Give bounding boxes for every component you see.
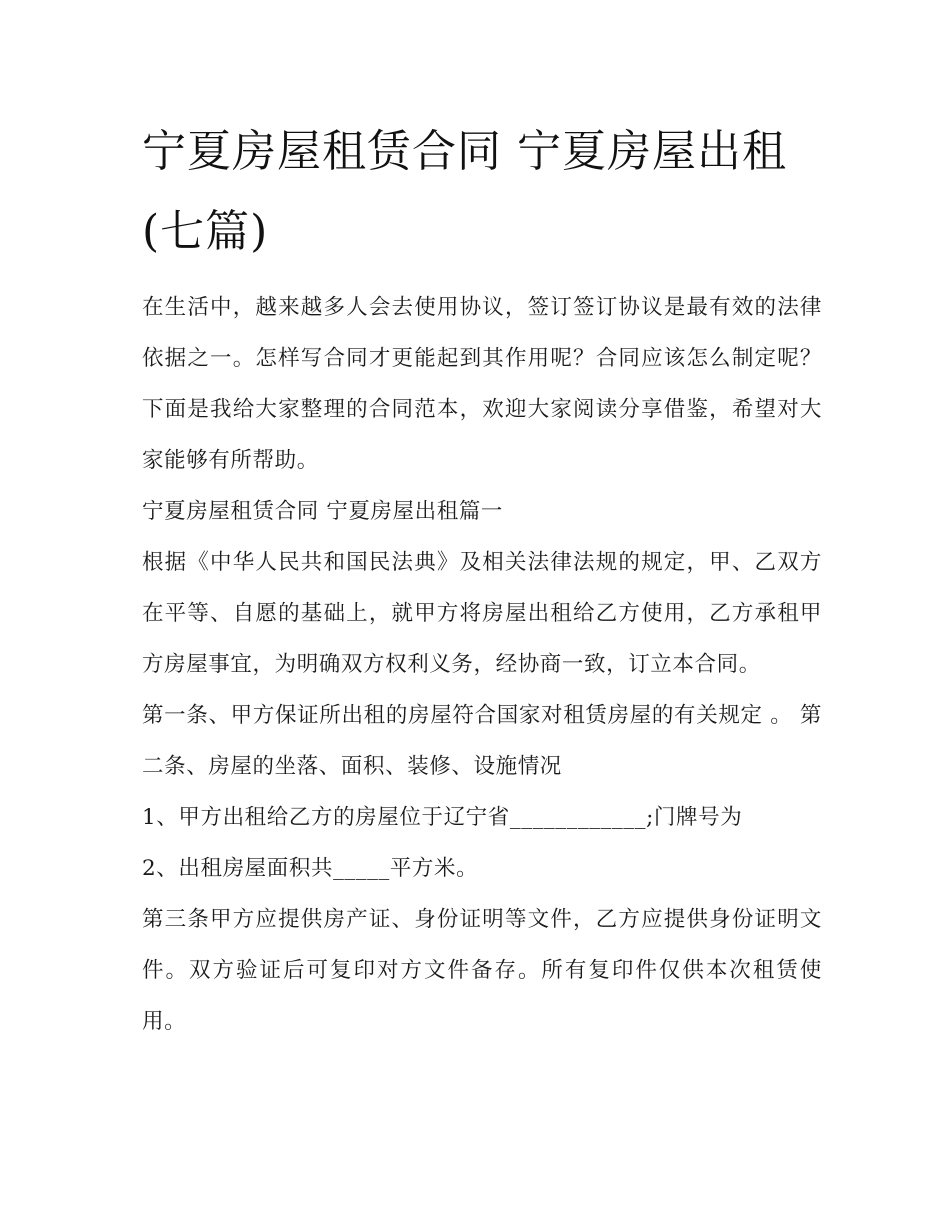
article-3-paragraph: 第三条甲方应提供房产证、身份证明等文件，乙方应提供身份证明文件。双方验证后可复印对方文件备存。所有复印件仅供本次租赁使用。 (142, 907, 822, 1034)
clause-1-location: 1、甲方出租给乙方的房屋位于辽宁省____________;门牌号为 (142, 805, 743, 830)
preamble-paragraph: 根据《中华人民共和国民法典》及相关法律法规的规定，甲、乙双方在平等、自愿的基础上，就甲方将房屋出租给乙方使用，乙方承租甲方房屋事宜，为明确双方权利义务，经协商一致，订立本合同。 (142, 550, 822, 677)
article-1-paragraph: 第一条、甲方保证所出租的房屋符合国家对租赁房屋的有关规定 。 第二条、房屋的坐落、面积、装修、设施情况 (142, 703, 822, 779)
section-heading: 宁夏房屋租赁合同 宁夏房屋出租篇一 (142, 499, 504, 524)
clause-2-area: 2、出租房屋面积共_____平方米。 (142, 856, 479, 881)
intro-paragraph: 在生活中，越来越多人会去使用协议，签订签订协议是最有效的法律依据之一。怎样写合同才更能起到其作用呢？合同应该怎么制定呢？下面是我给大家整理的合同范本，欢迎大家阅读分享借鉴，希望对大家能够有所帮助。 (142, 295, 822, 473)
document-title: 宁夏房屋租赁合同 宁夏房屋出租(七篇) (142, 126, 787, 257)
document-page (142, 112, 822, 1047)
